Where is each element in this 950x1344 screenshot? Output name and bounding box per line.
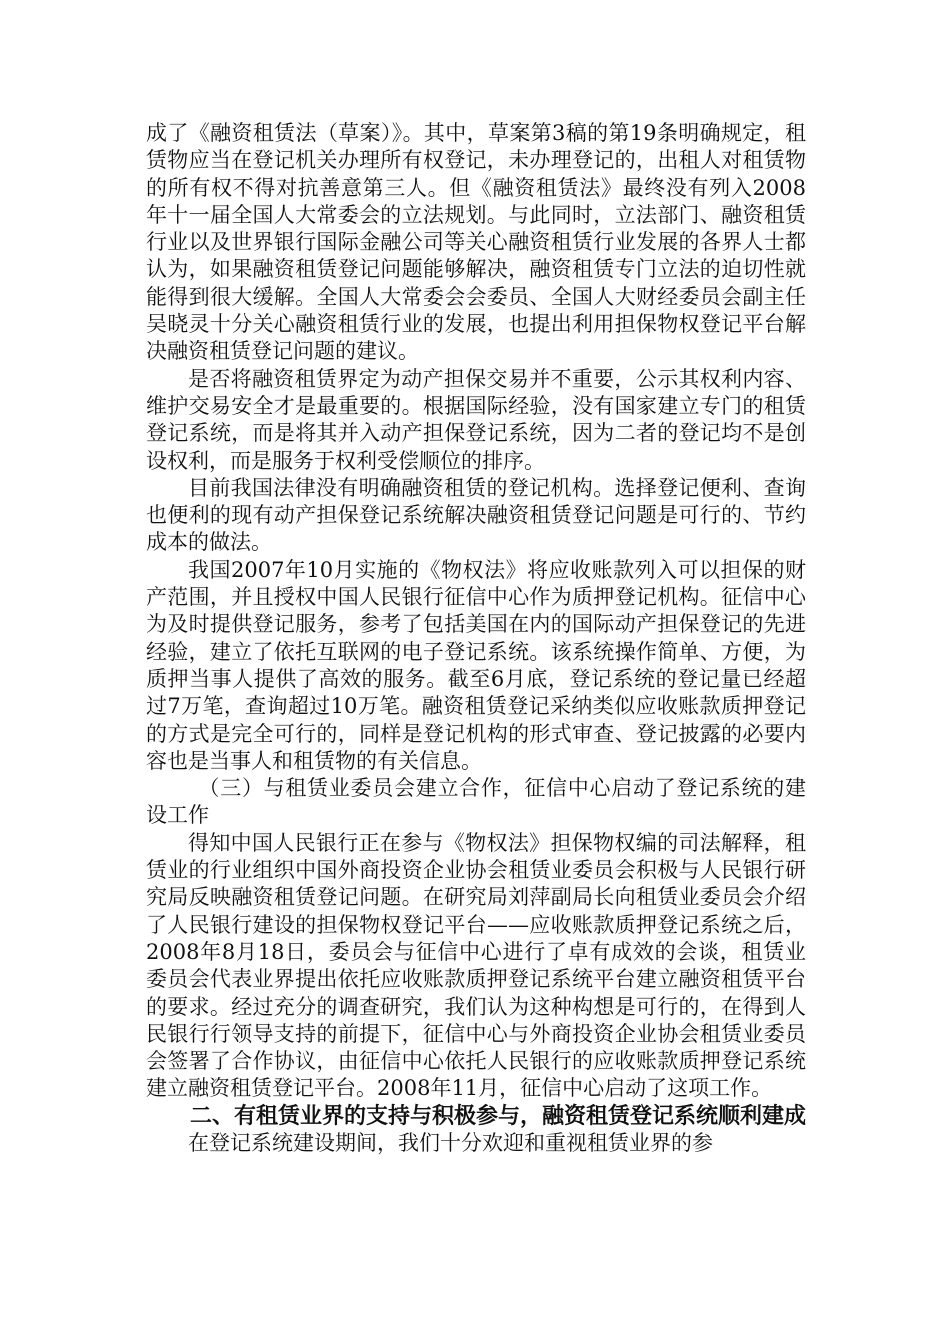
body-paragraph-4: 我国2007年10月实施的《物权法》将应收账款列入可以担保的财产范围，并且授权中国人民银行征信中心作为质押登记机构。征信中心为及时提供登记服务，参考了包括美国在内的国际动产担保登记的先进经验，建立了依托互联网的电子登记系统。该系统操作简单、方便，为质押当事人提供了高效的服务。截至6月底，登记系统的登记量已经超过7万笔，查询超过10万笔。融资租赁登记采纳类似应收账款质押登记的方式是完全可行的，同样是登记机构的形式审查、登记披露的必要内容也是当事人和租赁物的有关信息。 [146, 557, 806, 773]
body-paragraph-5: 得知中国人民银行正在参与《物权法》担保物权编的司法解释，租赁业的行业组织中国外商投资企业协会租赁业委员会积极与人民银行研究局反映融资租赁登记问题。在研究局刘萍副局长向租赁业委员会介绍了人民银行建设的担保物权登记平台——应收账款质押登记系统之后，2008年8月18日，委员会与征信中心进行了卓有成效的会谈，租赁业委员会代表业界提出依托应收账款质押登记系统平台建立融资租赁平台的要求。经过充分的调查研究，我们认为这种构想是可行的，在得到人民银行行领导支持的前提下，征信中心与外商投资企业协会租赁业委员会签署了合作协议，由征信中心依托人民银行的应收账款质押登记系统建立融资租赁登记平台。2008年11月，征信中心启动了这项工作。 [146, 830, 806, 1101]
body-paragraph-3: 目前我国法律没有明确融资租赁的登记机构。选择登记便利、查询也便利的现有动产担保登记系统解决融资租赁登记问题是可行的、节约成本的做法。 [146, 475, 806, 555]
document-body [146, 120, 806, 1157]
body-paragraph-1: 成了《融资租赁法（草案）》。其中，草案第3稿的第19条明确规定，租赁物应当在登记机关办理所有权登记，未办理登记的，出租人对租赁物的所有权不得对抗善意第三人。但《融资租赁法》最终没有列入2008年十一届全国人大常委会的立法规划。与此同时，立法部门、融资租赁行业以及世界银行国际金融公司等关心融资租赁行业发展的各界人士都认为，如果融资租赁登记问题能够解决，融资租赁专门立法的迫切性就能得到很大缓解。全国人大常委会会委员、全国人大财经委员会副主任吴晓灵十分关心融资租赁行业的发展，也提出利用担保物权登记平台解决融资租赁登记问题的建议。 [146, 121, 806, 364]
body-paragraph-6: 在登记系统建设期间，我们十分欢迎和重视租赁业界的参 [188, 1130, 713, 1155]
body-paragraph-2: 是否将融资租赁界定为动产担保交易并不重要，公示其权利内容、维护交易安全才是最重要的。根据国际经验，没有国家建立专门的租赁登记系统，而是将其并入动产担保登记系统，因为二者的登记均不是创设权利，而是服务于权利受偿顺位的排序。 [146, 366, 806, 473]
section-subheading: （三）与租赁业委员会建立合作，征信中心启动了登记系统的建设工作 [146, 776, 806, 828]
section-heading: 二、有租赁业界的支持与积极参与，融资租赁登记系统顺利建成 [190, 1103, 807, 1129]
